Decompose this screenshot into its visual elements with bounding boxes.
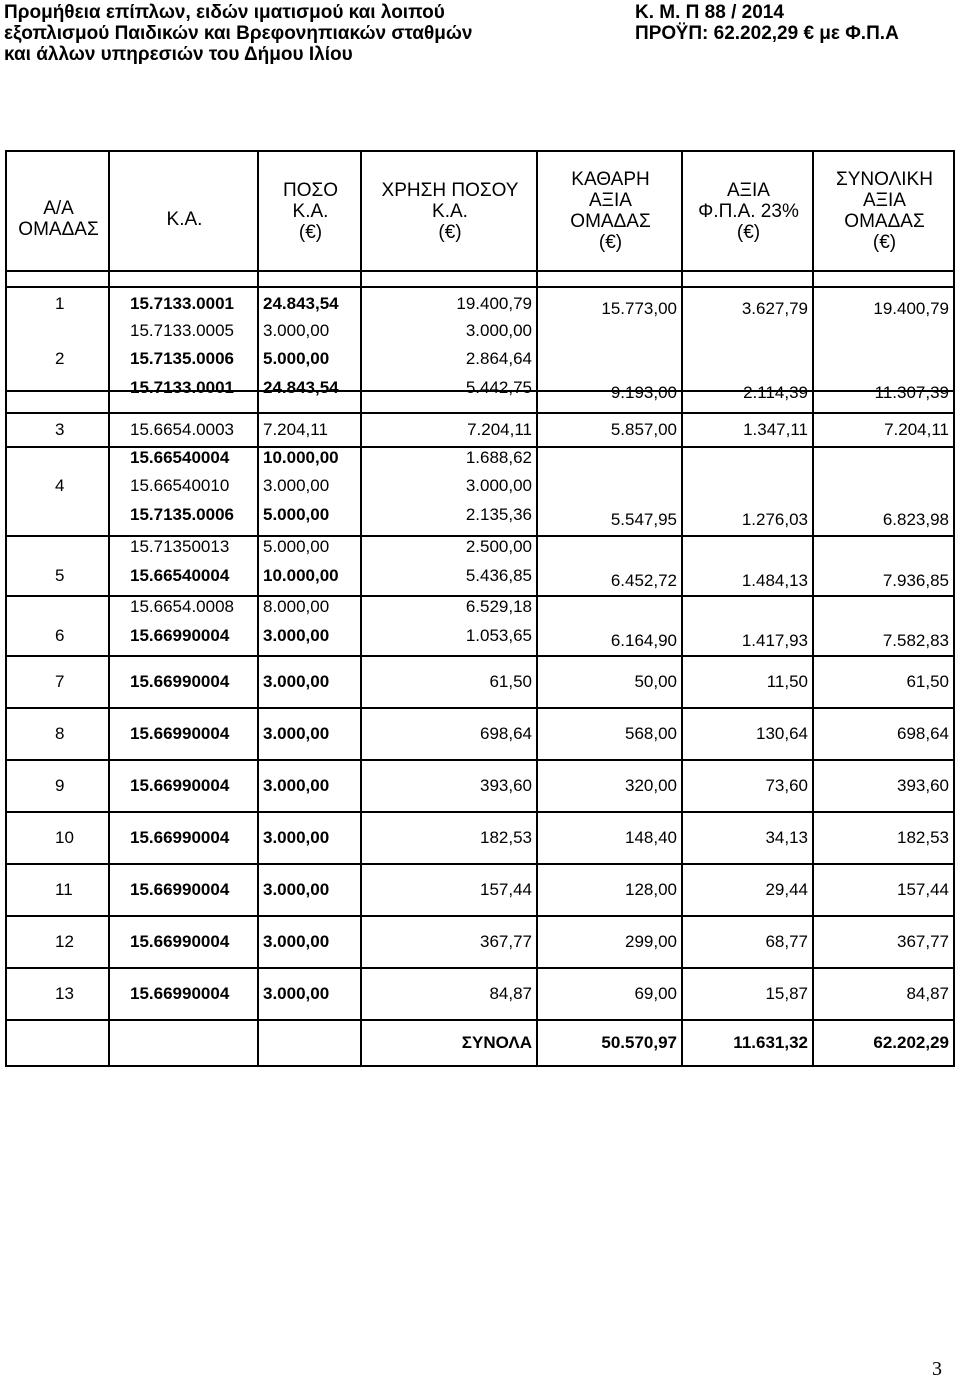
net-value: 5.857,00	[610, 420, 677, 439]
total-value: 367,77	[897, 932, 949, 951]
group-number: 2	[55, 349, 65, 368]
vat-value: 130,64	[756, 724, 808, 743]
budget-amount: 3.000,00	[263, 828, 330, 847]
budget-amount: 10.000,00	[263, 448, 339, 467]
column-header-line: Φ.Π.Α. 23%	[698, 201, 799, 222]
budget-amount: 3.000,00	[263, 776, 330, 795]
column-header-line: ΚΑΘΑΡΗ	[571, 169, 650, 190]
vat-value: 11,50	[766, 672, 808, 691]
net-value: 320,00	[625, 776, 677, 795]
vat-value: 3.627,79	[741, 299, 808, 318]
budget-used: 393,60	[480, 776, 532, 795]
net-value: 299,00	[625, 932, 677, 951]
table-row	[6, 596, 954, 656]
vat-value: 1.484,13	[741, 571, 808, 590]
total-value: 698,64	[897, 724, 949, 743]
net-value: 568,00	[625, 724, 677, 743]
budget-amount: 3.000,00	[263, 476, 330, 495]
column-header-line: ΟΜΑΔΑΣ	[18, 219, 99, 240]
budget-code: 15.66990004	[130, 828, 230, 847]
header-reference-line: ΠΡΟΫΠ: 62.202,29 € με Φ.Π.Α	[635, 23, 899, 44]
total-value: 6.823,98	[882, 510, 949, 529]
table-header-row	[6, 151, 954, 271]
table-row	[6, 864, 954, 916]
table-row	[6, 656, 954, 708]
budget-code: 15.66990004	[130, 932, 230, 951]
table-totals-row	[6, 1020, 954, 1066]
vat-value: 2.114,39	[743, 383, 808, 402]
budget-amount: 3.000,00	[263, 880, 330, 899]
column-header-line: ΧΡΗΣΗ ΠΟΣΟΥ	[381, 180, 519, 201]
budget-code: 15.66990004	[130, 724, 230, 743]
total-value: 393,60	[897, 776, 949, 795]
budget-used: 19.400,79	[456, 294, 532, 313]
budget-code: 15.66990004	[130, 626, 230, 645]
net-value: 148,40	[625, 828, 677, 847]
column-header-line: ΑΞΙΑ	[589, 190, 632, 211]
net-value: 6.452,72	[610, 571, 677, 590]
column-header-line: ΑΞΙΑ	[727, 180, 770, 201]
budget-code: 15.6654.0003	[130, 420, 234, 439]
vat-value: 73,60	[765, 776, 808, 795]
total-value: 182,53	[897, 828, 949, 847]
group-number: 9	[55, 776, 65, 795]
budget-code: 15.66540004	[130, 566, 230, 585]
column-header-line: Κ.Α.	[292, 201, 329, 222]
budget-amount: 3.000,00	[263, 672, 330, 691]
total-value: 157,44	[897, 880, 949, 899]
table-row	[6, 760, 954, 812]
total-value: 19.400,79	[873, 299, 949, 318]
vat-value: 68,77	[765, 932, 808, 951]
budget-table	[5, 150, 955, 1067]
budget-used: 157,44	[480, 880, 532, 899]
budget-used: 5.436,85	[465, 566, 532, 585]
budget-code: 15.66540004	[130, 448, 230, 467]
column-header-line: (€)	[872, 232, 897, 253]
column-header-line: Κ.Α.	[432, 201, 468, 222]
column-header-line: (€)	[438, 222, 462, 243]
total-value: 61,50	[906, 672, 949, 691]
net-value: 50,00	[634, 672, 677, 691]
budget-code: 15.66990004	[130, 880, 230, 899]
budget-code: 15.7135.0006	[130, 505, 234, 524]
budget-used: 84,87	[489, 984, 532, 1003]
column-header-line: (€)	[736, 222, 761, 243]
table-row	[6, 812, 954, 864]
total-value: 7.204,11	[884, 420, 949, 439]
table-row	[6, 968, 954, 1020]
budget-code: 15.66990004	[130, 984, 230, 1003]
budget-used: 367,77	[480, 932, 532, 951]
total-value: 11.307,39	[874, 383, 949, 402]
page-number: 3	[932, 1358, 942, 1380]
column-header-line: ΠΟΣΟ	[282, 180, 339, 201]
budget-code: 15.66990004	[130, 672, 230, 691]
table-row	[6, 708, 954, 760]
group-number: 10	[55, 828, 74, 847]
group-number: 6	[55, 626, 65, 645]
budget-amount: 24.843,54	[263, 294, 339, 313]
table-spacer-row	[6, 391, 954, 413]
vat-value: 15,87	[765, 984, 808, 1003]
totals-synoliki: 62.202,29	[873, 1033, 949, 1052]
budget-used: 1.053,65	[465, 626, 532, 645]
group-number: 3	[55, 420, 65, 439]
column-header-line: ΟΜΑΔΑΣ	[570, 211, 651, 232]
budget-amount: 3.000,00	[263, 984, 330, 1003]
vat-value: 1.417,93	[741, 631, 808, 650]
budget-used: 182,53	[480, 828, 532, 847]
header-reference-line: Κ. Μ. Π 88 / 2014	[635, 2, 784, 23]
net-value: 15.773,00	[601, 299, 677, 318]
net-value: 69,00	[634, 984, 677, 1003]
group-number: 8	[55, 724, 65, 743]
net-value: 6.164,90	[610, 631, 677, 650]
column-header-line: (€)	[298, 222, 323, 243]
group-number: 1	[55, 294, 65, 313]
budget-code: 15.66540010	[130, 476, 230, 495]
header-title	[4, 2, 473, 65]
header-title-line: Προμήθεια επίπλων, ειδών ιματισμού και λοιπού	[4, 2, 445, 23]
column-header-line: (€)	[598, 232, 623, 253]
vat-value: 1.347,11	[743, 420, 808, 439]
budget-used: 2.864,64	[465, 349, 532, 368]
budget-used: 6.529,18	[465, 597, 532, 616]
table-spacer-row	[6, 271, 954, 287]
total-value: 84,87	[906, 984, 949, 1003]
total-value: 7.582,83	[882, 631, 949, 650]
header-title-line: και άλλων υπηρεσιών του Δήμου Ιλίου	[4, 44, 353, 65]
totals-fpa: 11.631,32	[733, 1033, 808, 1052]
column-header-line: ΑΞΙΑ	[863, 190, 906, 211]
net-value: 128,00	[625, 880, 677, 899]
budget-used: 3.000,00	[465, 321, 532, 340]
total-value: 7.936,85	[882, 571, 949, 590]
budget-used: 7.204,11	[467, 420, 532, 439]
budget-amount: 3.000,00	[263, 724, 330, 743]
vat-value: 29,44	[765, 880, 808, 899]
budget-used: 61,50	[489, 672, 532, 691]
totals-kathari: 50.570,97	[601, 1033, 677, 1052]
budget-amount: 8.000,00	[263, 597, 330, 616]
budget-used: 3.000,00	[465, 476, 532, 495]
table-row	[6, 916, 954, 968]
column-header-line: ΣΥΝΟΛΙΚΗ	[836, 169, 933, 190]
budget-used: 1.688,62	[465, 448, 532, 467]
budget-amount: 5.000,00	[263, 505, 330, 524]
budget-code: 15.7133.0001	[130, 378, 234, 397]
budget-amount: 3.000,00	[263, 321, 330, 340]
budget-amount: 5.000,00	[263, 349, 330, 368]
budget-amount: 3.000,00	[263, 932, 330, 951]
budget-used: 2.500,00	[465, 537, 532, 556]
column-header-line: Α/Α	[43, 198, 74, 219]
budget-amount: 5.000,00	[263, 537, 330, 556]
budget-code: 15.7133.0001	[130, 294, 234, 313]
group-number: 5	[55, 566, 65, 585]
budget-code: 15.7135.0006	[130, 349, 234, 368]
totals-label: ΣΥΝΟΛΑ	[461, 1033, 532, 1052]
column-header-line: ΟΜΑΔΑΣ	[844, 211, 925, 232]
budget-amount: 10.000,00	[263, 566, 339, 585]
budget-used: 5.442,75	[465, 378, 532, 397]
group-number: 11	[55, 880, 73, 899]
budget-code: 15.66990004	[130, 776, 230, 795]
budget-amount: 24.843,54	[263, 378, 339, 397]
table-row	[6, 447, 954, 536]
budget-used: 698,64	[480, 724, 532, 743]
table-row	[6, 413, 954, 447]
vat-value: 34,13	[765, 828, 808, 847]
group-number: 12	[55, 932, 74, 951]
group-number: 7	[55, 672, 65, 691]
table-row	[6, 287, 954, 391]
vat-value: 1.276,03	[741, 510, 808, 529]
budget-used: 2.135,36	[465, 505, 532, 524]
budget-code: 15.7133.0005	[130, 321, 234, 340]
table-row	[6, 536, 954, 596]
header-title-line: εξοπλισμού Παιδικών και Βρεφονηπιακών σταθμών	[4, 23, 473, 44]
header-reference	[635, 2, 899, 44]
net-value: 5.547,95	[610, 510, 677, 529]
budget-amount: 7.204,11	[263, 420, 328, 439]
net-value: 9.193,00	[610, 383, 677, 402]
group-number: 13	[55, 984, 74, 1003]
budget-code: 15.71350013	[130, 537, 230, 556]
group-number: 4	[55, 476, 65, 495]
budget-code: 15.6654.0008	[130, 597, 234, 616]
column-header-line: Κ.Α.	[166, 209, 203, 230]
budget-amount: 3.000,00	[263, 626, 330, 645]
